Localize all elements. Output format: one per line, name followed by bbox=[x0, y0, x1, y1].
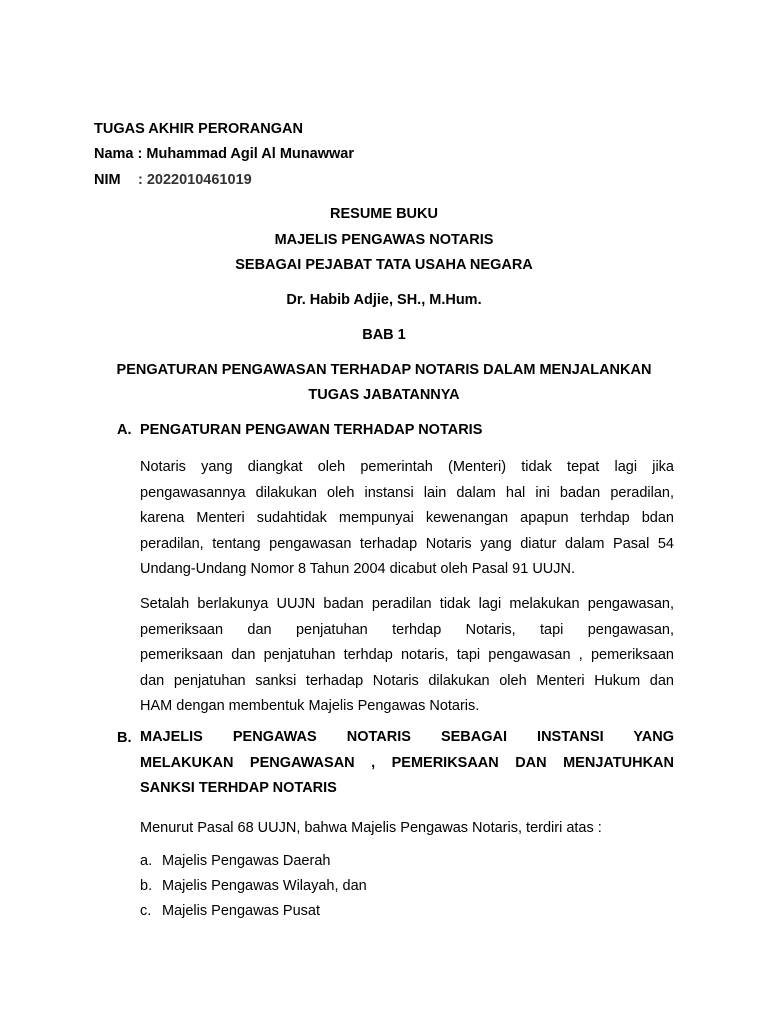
section-b-letter: B. bbox=[117, 730, 132, 746]
section-b-title-line: MAJELIS PENGAWAS NOTARIS SEBAGAI INSTANSI YANG bbox=[140, 729, 674, 745]
section-a-title: PENGATURAN PENGAWAN TERHADAP NOTARIS bbox=[140, 422, 483, 438]
chapter-number: BAB 1 bbox=[362, 327, 406, 343]
doc-title-line-1: RESUME BUKU bbox=[330, 206, 438, 222]
student-name: Nama : Muhammad Agil Al Munawwar bbox=[94, 146, 354, 162]
section-a-paragraph-1 bbox=[140, 455, 674, 583]
section-b-title-line: SANKSI TERHDAP NOTARIS bbox=[140, 780, 337, 796]
paragraph-line: pemeriksaan dan penjatuhan terhdap notaris, tapi pengawasan , pemeriksaan bbox=[140, 647, 674, 663]
assignment-heading: TUGAS AKHIR PERORANGAN bbox=[94, 121, 303, 137]
paragraph-line: pengawasannya dilakukan oleh instansi lain dalam hal ini badan peradilan, bbox=[140, 484, 674, 501]
section-a-paragraph-2 bbox=[140, 592, 674, 720]
chapter-title-line-1: PENGATURAN PENGAWASAN TERHADAP NOTARIS DALAM MENJALANKAN bbox=[116, 362, 652, 378]
section-a-letter: A. bbox=[117, 422, 132, 438]
paragraph-line: Notaris yang diangkat oleh pemerintah (Menteri) tidak tepat lagi jika bbox=[140, 459, 674, 475]
section-b-intro: Menurut Pasal 68 UUJN, bahwa Majelis Pengawas Notaris, terdiri atas : bbox=[140, 820, 602, 836]
paragraph-line: karena Menteri sudahtidak mempunyai kewenangan apapun terhdap bdan bbox=[140, 510, 674, 526]
paragraph-line: dan penjatuhan sanksi terhadap Notaris dilakukan oleh Menteri Hukum dan bbox=[140, 672, 674, 689]
doc-title-line-3: SEBAGAI PEJABAT TATA USAHA NEGARA bbox=[235, 257, 533, 273]
list-item-text: Majelis Pengawas Wilayah, dan bbox=[162, 878, 367, 894]
list-item-letter: a. bbox=[140, 853, 153, 869]
doc-title-line-2: MAJELIS PENGAWAS NOTARIS bbox=[274, 232, 494, 248]
book-author: Dr. Habib Adjie, SH., M.Hum. bbox=[286, 292, 482, 308]
list-item-letter: c. bbox=[140, 903, 152, 919]
paragraph-line: Undang-Undang Nomor 8 Tahun 2004 dicabut oleh Pasal 91 UUJN. bbox=[140, 561, 576, 577]
paragraph-line: pemeriksaan dan penjatuhan terhdap Notaris, tapi pengawasan, bbox=[140, 621, 674, 638]
chapter-title-line-2: TUGAS JABATANNYA bbox=[308, 387, 460, 403]
paragraph-line: HAM dengan membentuk Majelis Pengawas Notaris. bbox=[140, 698, 480, 714]
list-item-text: Majelis Pengawas Daerah bbox=[162, 853, 331, 869]
nim-label: NIM bbox=[94, 172, 121, 188]
list-item-text: Majelis Pengawas Pusat bbox=[162, 903, 320, 919]
paragraph-line: peradilan, tentang pengawasan terhadap Notaris yang diatur dalam Pasal 54 bbox=[140, 535, 674, 552]
section-b-title bbox=[140, 725, 674, 802]
paragraph-line: Setalah berlakunya UUJN badan peradilan tidak lagi melakukan pengawasan, bbox=[140, 596, 674, 612]
list-item-letter: b. bbox=[140, 878, 153, 894]
section-b-title-line: MELAKUKAN PENGAWASAN , PEMERIKSAAN DAN MENJATUHKAN bbox=[140, 754, 674, 771]
nim-value: : 2022010461019 bbox=[138, 172, 252, 188]
